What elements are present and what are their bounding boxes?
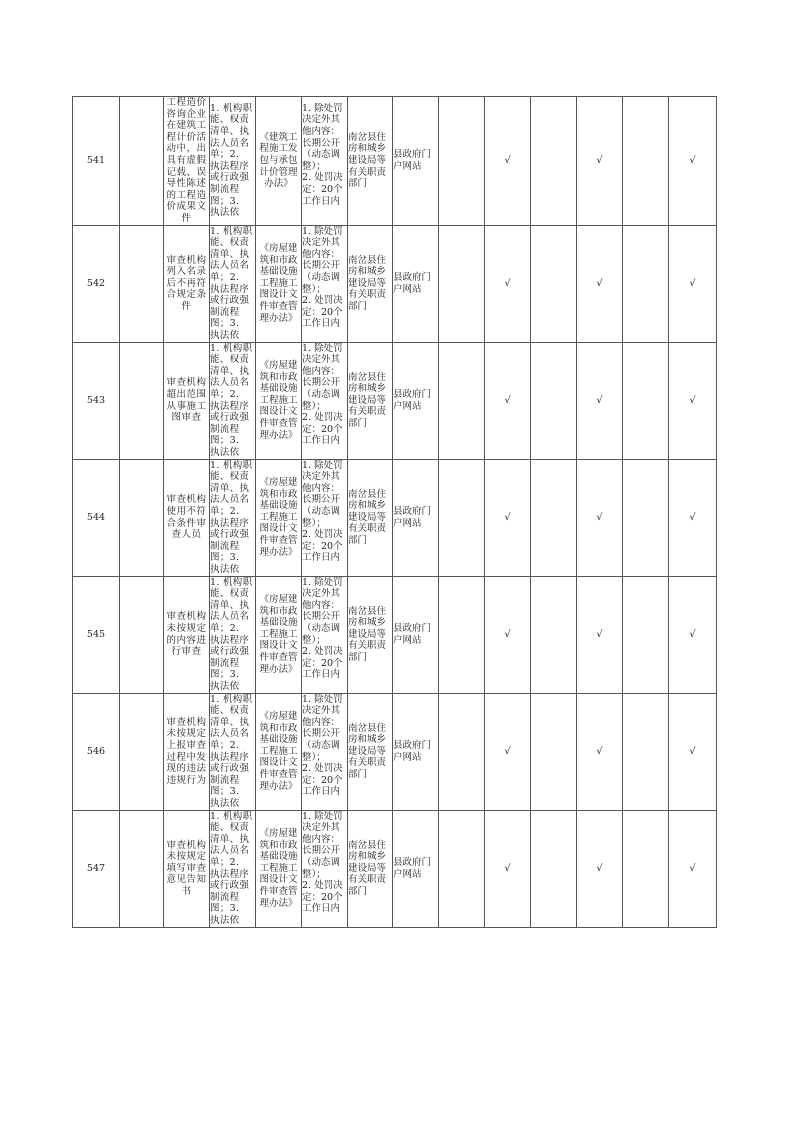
content-cell [210,459,256,576]
blank-cell [120,810,164,927]
content-line: 制流程 [210,891,240,903]
period-line: （动态调 [302,505,341,517]
content-line: 能、权责 [210,114,250,126]
blank-cell [120,693,164,810]
content-line: 1. 机构职 [210,810,253,822]
period-line: 决定外其 [302,237,341,249]
check-cell [439,810,485,927]
channel-cell: 县政府门户网站 [393,97,439,226]
content-lines [210,103,255,219]
content-line: 能、权责 [210,471,250,483]
period-line: 1. 除处罚 [302,576,343,588]
check-cell: √ [577,693,623,810]
content-line: 1. 机构职 [210,693,253,705]
content-line: 清单、执 [210,125,250,137]
period-line: 定：20个 [302,306,343,318]
content-line: 单；2. [210,739,240,751]
content-line: 图；3. [210,669,240,681]
content-line: 执法程序 [210,868,250,880]
check-cell: √ [577,810,623,927]
content-line: 清单、执 [210,365,250,377]
period-line: 整）； [302,160,326,172]
check-cell: √ [485,810,531,927]
period-line: 定：20个 [302,423,343,435]
table-row [73,576,717,693]
content-line: 制流程 [210,306,240,318]
period-line: 长期公开 [302,728,341,740]
content-line: 1. 机构职 [210,225,253,237]
check-cell: √ [485,225,531,342]
check-cell [439,459,485,576]
blank-cell [120,225,164,342]
content-line: 1. 机构职 [210,342,253,354]
item-name-cell: 审查机构超出范围从事施工图审查 [164,342,210,459]
content-cell [210,225,256,342]
content-line: 单；2. [210,149,240,161]
check-cell [439,97,485,226]
content-line: 能、权责 [210,237,250,249]
period-line: 决定外其 [302,822,341,834]
content-line: 单；2. [210,622,240,634]
content-line: 制流程 [210,183,240,195]
content-cell [210,576,256,693]
content-line: 执法依 [210,329,240,341]
content-line: 执法依 [210,563,240,575]
content-line: 或行政强 [210,529,250,541]
period-line: 工作日内 [302,435,341,447]
content-line: 单；2. [210,505,240,517]
content-cell [210,693,256,810]
period-line: 1. 除处罚 [302,102,343,114]
period-line: 定：20个 [302,540,343,552]
check-cell: √ [577,459,623,576]
content-line: 执法程序 [210,400,250,412]
period-line: 整）； [302,634,326,646]
content-line: 或行政强 [210,295,250,307]
period-cell [302,459,348,576]
check-cell: √ [485,693,531,810]
content-line: 清单、执 [210,248,250,260]
period-line: 1. 除处罚 [302,459,343,471]
channel-cell: 县政府门户网站 [393,693,439,810]
period-line: 工作日内 [302,195,341,207]
content-line: 或行政强 [210,646,250,658]
check-cell [623,693,669,810]
check-cell: √ [669,97,717,226]
period-line: 整）； [302,868,326,880]
period-line: 工作日内 [302,786,341,798]
period-line: 1. 除处罚 [302,810,343,822]
row-index-cell: 541 [73,97,120,226]
period-line: 长期公开 [302,137,341,149]
content-cell [210,342,256,459]
period-cell [302,225,348,342]
item-name-cell: 审查机构使用不符合条件审查人员 [164,459,210,576]
content-line: 法人员名 [210,728,250,740]
responsible-subject-cell: 南岔县住房和城乡建设局等有关职责部门 [348,342,393,459]
period-line: 长期公开 [302,494,341,506]
period-line: 工作日内 [302,669,341,681]
period-lines [302,103,347,219]
blank-cell [120,459,164,576]
period-line: 1. 除处罚 [302,225,343,237]
content-line: 执法程序 [210,634,250,646]
period-line: 2. 处罚决 [302,880,343,892]
check-cell [439,576,485,693]
check-cell [531,810,577,927]
legal-basis-cell: 《建筑工程施工发包与承包计价管理办法》 [256,97,302,226]
responsible-subject-cell: 南岔县住房和城乡建设局等有关职责部门 [348,459,393,576]
content-line: 单；2. [210,388,240,400]
check-cell [623,810,669,927]
check-cell [439,225,485,342]
period-line: 决定外其 [302,588,341,600]
period-cell [302,97,348,226]
blank-cell [120,97,164,226]
check-cell: √ [577,342,623,459]
channel-cell: 县政府门户网站 [393,576,439,693]
row-index-cell: 547 [73,810,120,927]
check-cell [439,342,485,459]
period-lines [302,577,347,693]
content-line: 执法依 [210,207,240,219]
period-lines [302,343,347,459]
check-cell [531,693,577,810]
content-line: 或行政强 [210,763,250,775]
content-line: 1. 机构职 [210,459,253,471]
content-line: 制流程 [210,540,240,552]
table-row [73,459,717,576]
check-cell: √ [577,225,623,342]
period-line: 定：20个 [302,183,343,195]
period-lines [302,226,347,342]
period-line: 决定外其 [302,354,341,366]
content-line: 清单、执 [210,599,250,611]
period-line: 2. 处罚决 [302,529,343,541]
row-index-cell: 544 [73,459,120,576]
check-cell: √ [485,576,531,693]
content-line: 法人员名 [210,377,250,389]
row-index-cell: 545 [73,576,120,693]
content-lines [210,694,255,810]
content-line: 图；3. [210,435,240,447]
period-line: 工作日内 [302,552,341,564]
period-line: 他内容： [302,125,341,137]
period-lines [302,811,347,927]
content-line: 图；3. [210,552,240,564]
content-line: 单；2. [210,271,240,283]
content-line: 执法依 [210,446,240,458]
period-line: 2. 处罚决 [302,763,343,775]
check-cell [623,225,669,342]
check-cell [623,459,669,576]
period-line: 2. 处罚决 [302,295,343,307]
period-line: 定：20个 [302,774,343,786]
period-line: 定：20个 [302,657,343,669]
period-line: 1. 除处罚 [302,342,343,354]
responsible-subject-cell: 南岔县住房和城乡建设局等有关职责部门 [348,693,393,810]
content-line: 单；2. [210,856,240,868]
period-line: （动态调 [302,622,341,634]
item-name-cell: 审查机构列入名录后不再符合规定条件 [164,225,210,342]
period-line: 他内容： [302,248,341,260]
period-line: 2. 处罚决 [302,412,343,424]
responsible-subject-cell: 南岔县住房和城乡建设局等有关职责部门 [348,225,393,342]
period-line: （动态调 [302,388,341,400]
content-line: 能、权责 [210,354,250,366]
check-cell: √ [485,97,531,226]
check-cell: √ [485,342,531,459]
channel-cell: 县政府门户网站 [393,810,439,927]
period-line: 工作日内 [302,318,341,330]
content-line: 执法程序 [210,160,250,172]
check-cell: √ [669,810,717,927]
content-lines [210,811,255,927]
check-cell: √ [669,459,717,576]
period-line: 整）； [302,283,326,295]
content-line: 或行政强 [210,412,250,424]
content-lines [210,343,255,459]
check-cell [531,225,577,342]
item-name-cell: 工程造价咨询企业在建筑工程计价活动中，出具有虚假记载、误导性陈述的工程造价成果文件 [164,97,210,226]
period-line: 决定外其 [302,114,341,126]
check-cell: √ [577,576,623,693]
content-line: 法人员名 [210,845,250,857]
content-line: 或行政强 [210,880,250,892]
period-line: （动态调 [302,856,341,868]
row-index-cell: 543 [73,342,120,459]
legal-basis-cell: 《房屋建筑和市政基础设施工程施工图设计文件审查管理办法》 [256,225,302,342]
table-row [73,693,717,810]
period-line: 定：20个 [302,891,343,903]
content-lines [210,577,255,693]
check-cell [531,97,577,226]
content-cell [210,810,256,927]
content-line: 清单、执 [210,833,250,845]
period-line: 长期公开 [302,377,341,389]
check-cell: √ [669,225,717,342]
content-line: 1. 机构职 [210,576,253,588]
legal-basis-cell: 《房屋建筑和市政基础设施工程施工图设计文件审查管理办法》 [256,810,302,927]
table-body [73,97,717,928]
channel-cell: 县政府门户网站 [393,342,439,459]
blank-cell [120,576,164,693]
row-index-cell: 546 [73,693,120,810]
period-lines [302,694,347,810]
content-line: 执法程序 [210,517,250,529]
content-line: 清单、执 [210,482,250,494]
responsible-subject-cell: 南岔县住房和城乡建设局等有关职责部门 [348,576,393,693]
item-name-cell: 审查机构未按规定填写审查意见告知书 [164,810,210,927]
content-line: 制流程 [210,657,240,669]
period-line: 长期公开 [302,845,341,857]
responsible-subject-cell: 南岔县住房和城乡建设局等有关职责部门 [348,810,393,927]
period-line: 长期公开 [302,611,341,623]
period-cell [302,342,348,459]
content-line: 制流程 [210,423,240,435]
content-lines [210,460,255,576]
content-line: 能、权责 [210,705,250,717]
content-line: 执法程序 [210,283,250,295]
content-line: 图；3. [210,903,240,915]
table-row [73,225,717,342]
check-cell: √ [669,342,717,459]
content-line: 法人员名 [210,260,250,272]
check-cell [623,342,669,459]
period-line: 2. 处罚决 [302,172,343,184]
content-line: 图；3. [210,786,240,798]
legal-basis-cell: 《房屋建筑和市政基础设施工程施工图设计文件审查管理办法》 [256,342,302,459]
period-line: 决定外其 [302,705,341,717]
content-line: 能、权责 [210,588,250,600]
period-cell [302,810,348,927]
period-line: （动态调 [302,739,341,751]
check-cell: √ [669,576,717,693]
period-line: 他内容： [302,365,341,377]
content-line: 执法依 [210,914,240,926]
channel-cell: 县政府门户网站 [393,225,439,342]
period-lines [302,460,347,576]
content-lines [210,226,255,342]
table-row [73,810,717,927]
content-line: 执法依 [210,797,240,809]
channel-cell: 县政府门户网站 [393,459,439,576]
period-line: （动态调 [302,149,341,161]
legal-basis-cell: 《房屋建筑和市政基础设施工程施工图设计文件审查管理办法》 [256,693,302,810]
item-name-cell: 审查机构未按规定上报审查过程中发现的违法违规行为 [164,693,210,810]
period-line: 长期公开 [302,260,341,272]
period-line: 他内容： [302,716,341,728]
content-line: 1. 机构职 [210,102,253,114]
content-line: 法人员名 [210,137,250,149]
table-row [73,342,717,459]
content-cell [210,97,256,226]
content-line: 执法程序 [210,751,250,763]
period-line: 决定外其 [302,471,341,483]
check-cell [531,459,577,576]
period-cell [302,693,348,810]
period-line: 他内容： [302,833,341,845]
check-cell [623,576,669,693]
content-line: 或行政强 [210,172,250,184]
content-line: 制流程 [210,774,240,786]
period-line: （动态调 [302,271,341,283]
disclosure-table [72,96,717,928]
check-cell [531,576,577,693]
content-line: 法人员名 [210,611,250,623]
legal-basis-cell: 《房屋建筑和市政基础设施工程施工图设计文件审查管理办法》 [256,459,302,576]
period-line: 整）； [302,751,326,763]
period-line: 他内容： [302,599,341,611]
table-row [73,97,717,226]
content-line: 图；3. [210,318,240,330]
responsible-subject-cell: 南岔县住房和城乡建设局等有关职责部门 [348,97,393,226]
check-cell [623,97,669,226]
content-line: 能、权责 [210,822,250,834]
legal-basis-cell: 《房屋建筑和市政基础设施工程施工图设计文件审查管理办法》 [256,576,302,693]
check-cell: √ [485,459,531,576]
period-line: 2. 处罚决 [302,646,343,658]
period-cell [302,576,348,693]
check-cell [439,693,485,810]
row-index-cell: 542 [73,225,120,342]
check-cell: √ [577,97,623,226]
period-line: 整）； [302,400,326,412]
period-line: 他内容： [302,482,341,494]
content-line: 法人员名 [210,494,250,506]
content-line: 图；3. [210,195,240,207]
period-line: 1. 除处罚 [302,693,343,705]
check-cell: √ [669,693,717,810]
content-line: 执法依 [210,680,240,692]
item-name-cell: 审查机构未按规定的内容进行审查 [164,576,210,693]
blank-cell [120,342,164,459]
check-cell [531,342,577,459]
content-line: 清单、执 [210,716,250,728]
period-line: 工作日内 [302,903,341,915]
period-line: 整）； [302,517,326,529]
